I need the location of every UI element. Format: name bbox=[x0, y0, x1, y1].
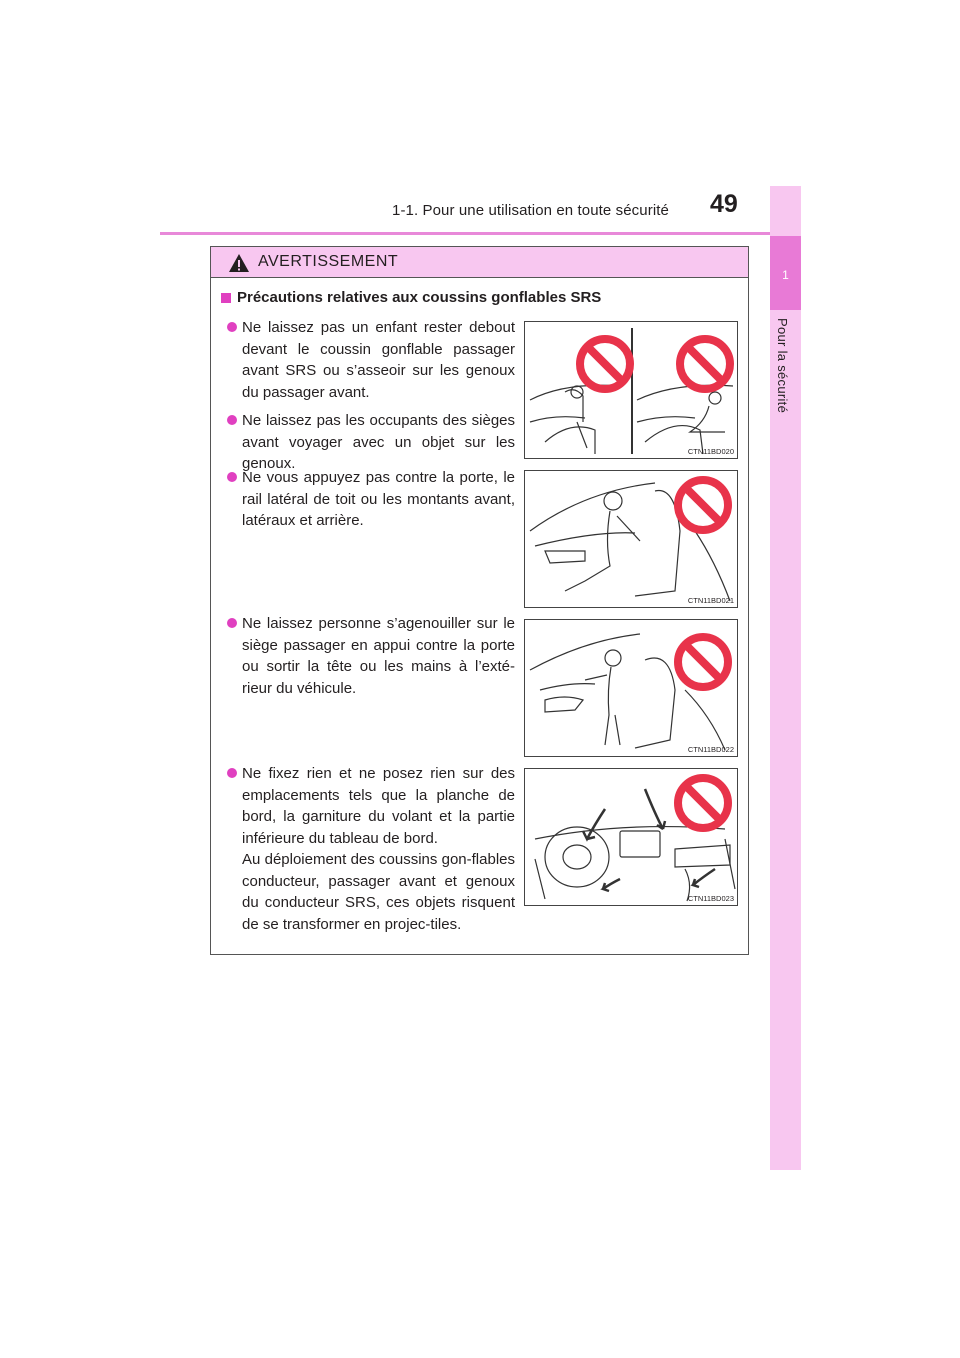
prohibition-icon bbox=[678, 778, 728, 828]
bullet-item bbox=[227, 317, 515, 403]
figure-code: CTN11BD023 bbox=[687, 894, 734, 903]
chapter-tab-label: Pour la sécurité bbox=[775, 318, 790, 414]
bullet-item bbox=[227, 613, 515, 699]
running-header-title: 1-1. Pour une utilisation en toute sécurité bbox=[392, 202, 669, 219]
bullet-group-3 bbox=[227, 613, 515, 706]
figure-dashboard bbox=[524, 768, 738, 906]
bullet-dot-icon bbox=[227, 322, 237, 332]
bullet-item bbox=[227, 467, 515, 532]
bullet-group-2 bbox=[227, 467, 515, 539]
bullet-item bbox=[227, 763, 515, 935]
figure-illustration bbox=[525, 620, 738, 757]
section-title bbox=[221, 289, 601, 306]
figure-leaning-door bbox=[524, 470, 738, 608]
warning-header bbox=[211, 247, 748, 278]
bullet-text: Ne laissez personne s’agenouiller sur le siège passager en appui contre la porte ou sortir la tête ou les mains à l’exté-rieur du véhicule. bbox=[242, 615, 515, 697]
figure-illustration bbox=[525, 769, 738, 906]
bullet-dot-icon bbox=[227, 415, 237, 425]
header-rule bbox=[160, 232, 800, 235]
prohibition-icon bbox=[580, 339, 730, 389]
warning-box bbox=[210, 246, 749, 955]
bullet-group-4 bbox=[227, 763, 515, 942]
page-number: 49 bbox=[710, 190, 738, 218]
figure-child-airbag bbox=[524, 321, 738, 459]
bullet-dot-icon bbox=[227, 472, 237, 482]
bullet-item bbox=[227, 410, 515, 475]
prohibition-icon bbox=[678, 637, 728, 687]
chapter-tab-number: 1 bbox=[782, 268, 789, 282]
figure-kneeling-seat bbox=[524, 619, 738, 757]
figure-code: CTN11BD022 bbox=[687, 745, 734, 754]
bullet-dot-icon bbox=[227, 768, 237, 778]
prohibition-icon bbox=[678, 480, 728, 530]
figure-illustration bbox=[525, 322, 738, 459]
section-square-icon bbox=[221, 293, 231, 303]
section-title-text: Précautions relatives aux coussins gonflables SRS bbox=[237, 289, 602, 306]
bullet-text-continuation: Au déploiement des coussins gon-flables conducteur, passager avant et genoux du conducteur SRS, ces objets risquent de se transformer en projec-tiles. bbox=[242, 851, 515, 933]
warning-triangle-icon bbox=[228, 253, 250, 273]
figure-code: CTN11BD020 bbox=[687, 447, 734, 456]
bullet-text: Ne vous appuyez pas contre la porte, le rail latéral de toit ou les montants avant, latéraux et arrière. bbox=[242, 469, 515, 529]
bullet-dot-icon bbox=[227, 618, 237, 628]
bullet-text: Ne laissez pas un enfant rester debout devant le coussin gonflable passager avant SRS ou s’asseoir sur les genoux du passager avant. bbox=[242, 319, 515, 401]
figure-code: CTN11BD021 bbox=[687, 596, 734, 605]
warning-label: AVERTISSEMENT bbox=[258, 253, 399, 270]
bullet-text: Ne fixez rien et ne posez rien sur des emplacements tels que la planche de bord, la garniture du volant et la partie inférieure du tableau de bord. bbox=[242, 765, 515, 847]
bullet-text: Ne laissez pas les occupants des sièges avant voyager avec un objet sur les genoux. bbox=[242, 412, 515, 472]
bullet-group-1 bbox=[227, 317, 515, 482]
figure-illustration bbox=[525, 471, 738, 608]
